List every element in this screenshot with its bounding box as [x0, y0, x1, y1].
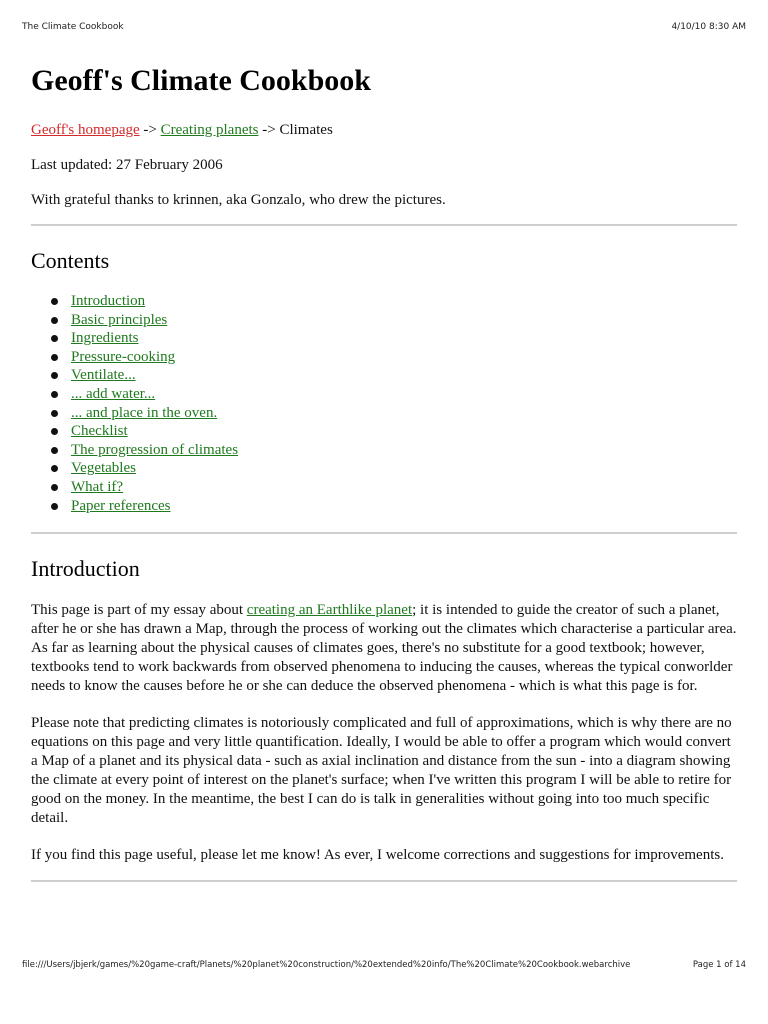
print-footer	[22, 960, 746, 972]
breadcrumb-creating-planets-link[interactable]: Creating planets	[160, 122, 259, 138]
contents-item	[51, 497, 737, 516]
contents-list	[31, 292, 737, 515]
thanks-note: With grateful thanks to krinnen, aka Gonzalo, who drew the pictures.	[31, 192, 446, 208]
contents-item	[51, 422, 737, 441]
bullet-icon	[51, 354, 58, 361]
contents-item	[51, 292, 737, 311]
divider	[31, 880, 737, 882]
contents-link-checklist[interactable]: Checklist	[71, 423, 128, 440]
divider	[31, 532, 737, 534]
bullet-icon	[51, 298, 58, 305]
contents-link-introduction[interactable]: Introduction	[71, 293, 146, 309]
bullet-icon	[51, 465, 58, 472]
contents-item	[51, 329, 737, 348]
bullet-icon	[51, 335, 58, 342]
contents-link-pressure-cooking[interactable]: Pressure-cooking	[71, 348, 176, 365]
introduction-paragraph-2: Please note that predicting climates is notoriously complicated and full of approximations, which is why there are no equations on this page and very little quantification. Ideally, I would be able to offer a program which would convert a Map of a planet and its physical data - such as axial inclination and distance from the sun - into a diagram showing the climate at every point of interest on the planet's surface; when I've written this program I will be able to retire for good on the money. In the meantime, the best I can do is talk in generalities without going into too much specific detail.	[31, 715, 732, 827]
last-updated: Last updated: 27 February 2006	[31, 157, 223, 173]
contents-link-add-water[interactable]: ... add water...	[71, 385, 156, 402]
print-footer-page-number: Page 1 of 14	[692, 960, 746, 970]
introduction-paragraph-3: If you find this page useful, please let me know! As ever, I welcome corrections and suggestions for improvements.	[31, 847, 724, 864]
bullet-icon	[51, 447, 58, 454]
bullet-icon	[51, 317, 58, 324]
contents-item	[51, 366, 737, 385]
bullet-icon	[51, 503, 58, 510]
contents-link-paper-references[interactable]: Paper references	[71, 497, 171, 514]
print-footer-path: file:///Users/jbjerk/games/%20game-craft/Planets/%20planet%20construction/%20extended%20info/The%20Climate%20Cookbook.webarchive	[22, 960, 631, 970]
divider	[31, 224, 737, 226]
contents-item	[51, 478, 737, 497]
breadcrumb-home-link[interactable]: Geoff's homepage	[31, 122, 140, 138]
breadcrumb-separator: ->	[258, 122, 280, 138]
page-content	[31, 60, 737, 882]
contents-link-basic-principles[interactable]: Basic principles	[71, 311, 168, 328]
contents-item	[51, 441, 737, 460]
contents-item	[51, 459, 737, 478]
contents-link-progression-of-climates[interactable]: The progression of climates	[71, 441, 239, 458]
contents-link-vegetables[interactable]: Vegetables	[71, 460, 136, 477]
bullet-icon	[51, 428, 58, 435]
print-header-datetime: 4/10/10 8:30 AM	[671, 22, 746, 32]
breadcrumb	[31, 120, 737, 140]
introduction-paragraph-1	[31, 601, 737, 696]
contents-link-ingredients[interactable]: Ingredients	[71, 330, 139, 347]
paragraph-text: This page is part of my essay about	[31, 602, 247, 619]
contents-item	[51, 385, 737, 404]
page-title: Geoff's Climate Cookbook	[31, 64, 371, 97]
contents-item	[51, 311, 737, 330]
print-header-title: The Climate Cookbook	[22, 22, 124, 32]
contents-link-what-if[interactable]: What if?	[71, 478, 124, 495]
contents-item	[51, 404, 737, 423]
contents-heading: Contents	[31, 248, 110, 273]
print-header	[22, 22, 746, 34]
bullet-icon	[51, 372, 58, 379]
creating-earthlike-planet-link[interactable]: creating an Earthlike planet	[246, 602, 413, 619]
bullet-icon	[51, 484, 58, 491]
contents-link-ventilate[interactable]: Ventilate...	[71, 367, 136, 384]
introduction-heading: Introduction	[31, 556, 140, 582]
bullet-icon	[51, 391, 58, 398]
bullet-icon	[51, 410, 58, 417]
breadcrumb-separator: ->	[139, 122, 161, 138]
contents-item	[51, 348, 737, 367]
paragraph-text: ; it is intended to guide the creator of such a planet, after he or she has drawn a Map, through the process of working out the climates which characterise a particular area. As far as learning about the physical causes of climates goes, there's no substitute for a good textbook; however, textbooks tend to work backwards from observed phenomena to inducing the causes, whereas the typical conworlder needs to know the causes before he or she can deduce the observed phenomena - which is what this page is for.	[31, 602, 737, 695]
breadcrumb-current: Climates	[279, 122, 333, 138]
contents-link-place-in-oven[interactable]: ... and place in the oven.	[71, 404, 218, 421]
